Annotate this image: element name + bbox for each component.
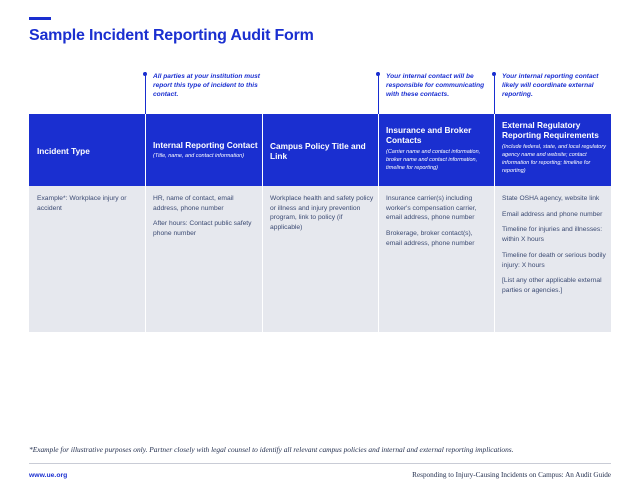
- callout-dot-1: [143, 72, 147, 76]
- column-divider: [145, 114, 146, 332]
- cell-text: Workplace health and safety policy or illness and injury prevention program, link to policy (if applicable): [270, 195, 374, 232]
- cell-text: Brokerage, broker contact(s), email address, phone number: [386, 230, 475, 247]
- cell-insurance-broker: [386, 194, 490, 255]
- callout-insurance: Your internal contact will be responsible for communicating with these contacts.: [386, 73, 485, 99]
- cell-text: Timeline for death or serious bodily injury: X hours: [502, 251, 606, 269]
- cell-internal-contact: [153, 194, 257, 245]
- header-incident-type: [37, 146, 141, 156]
- cell-external-regulatory: [502, 194, 608, 302]
- callout-dot-2: [376, 72, 380, 76]
- page-title: Sample Incident Reporting Audit Form: [29, 27, 314, 44]
- callout-line-3: [494, 72, 495, 114]
- header-title: External Regulatory Reporting Requirements: [502, 120, 599, 141]
- header-subtitle: (Include federal, state, and local regulatory agency name and website; contact information for reporting; timeline for reporting): [502, 143, 606, 174]
- callout-line-2: [378, 72, 379, 114]
- cell-text: Example*: Workplace injury or accident: [37, 195, 127, 212]
- cell-text: After hours: Contact public safety phone number: [153, 220, 252, 238]
- header-title: Campus Policy Title and Link: [270, 141, 366, 162]
- header-title: Internal Reporting Contact: [153, 140, 258, 150]
- title-accent-bar: [29, 17, 51, 20]
- header-campus-policy: [270, 141, 374, 162]
- cell-text: Email address and phone number: [502, 210, 603, 218]
- column-divider: [378, 114, 379, 332]
- footer-divider: [29, 463, 611, 464]
- cell-text: Timeline for injuries and illnesses: within X hours: [502, 226, 603, 244]
- footnote: *Example for illustrative purposes only. Partner closely with legal counsel to identify all relevant campus policies and internal and external reporting implications.: [29, 445, 514, 454]
- header-subtitle: (Title, name, and contact information): [153, 153, 245, 160]
- header-internal-contact: [153, 140, 259, 161]
- cell-text: Insurance carrier(s) including worker's compensation carrier, email address, phone number: [386, 195, 477, 222]
- header-title: Incident Type: [37, 146, 90, 156]
- column-divider: [494, 114, 495, 332]
- callout-line-1: [145, 72, 146, 114]
- callout-internal-contact: All parties at your institution must report this type of incident to this contact.: [153, 73, 260, 99]
- header-subtitle: (Carrier name and contact information, broker name and contact information, timeline for reporting): [386, 148, 481, 171]
- callout-dot-3: [492, 72, 496, 76]
- callout-external: Your internal reporting contact likely will coordinate external reporting.: [502, 73, 599, 99]
- header-insurance-broker: [386, 125, 490, 173]
- cell-text: HR, name of contact, email address, phone number: [153, 195, 234, 212]
- cell-text: State OSHA agency, website link: [502, 195, 600, 202]
- cell-incident-type: [37, 194, 139, 219]
- cell-text: [List any other applicable external parties or agencies.]: [502, 277, 602, 295]
- footer-url-link[interactable]: www.ue.org: [29, 472, 68, 479]
- footer-guide-title: Responding to Injury-Causing Incidents on Campus: An Audit Guide: [412, 471, 611, 479]
- column-divider: [262, 114, 263, 332]
- cell-campus-policy: [270, 194, 374, 239]
- header-title: Insurance and Broker Contacts: [386, 125, 472, 146]
- header-external-regulatory: [502, 120, 608, 176]
